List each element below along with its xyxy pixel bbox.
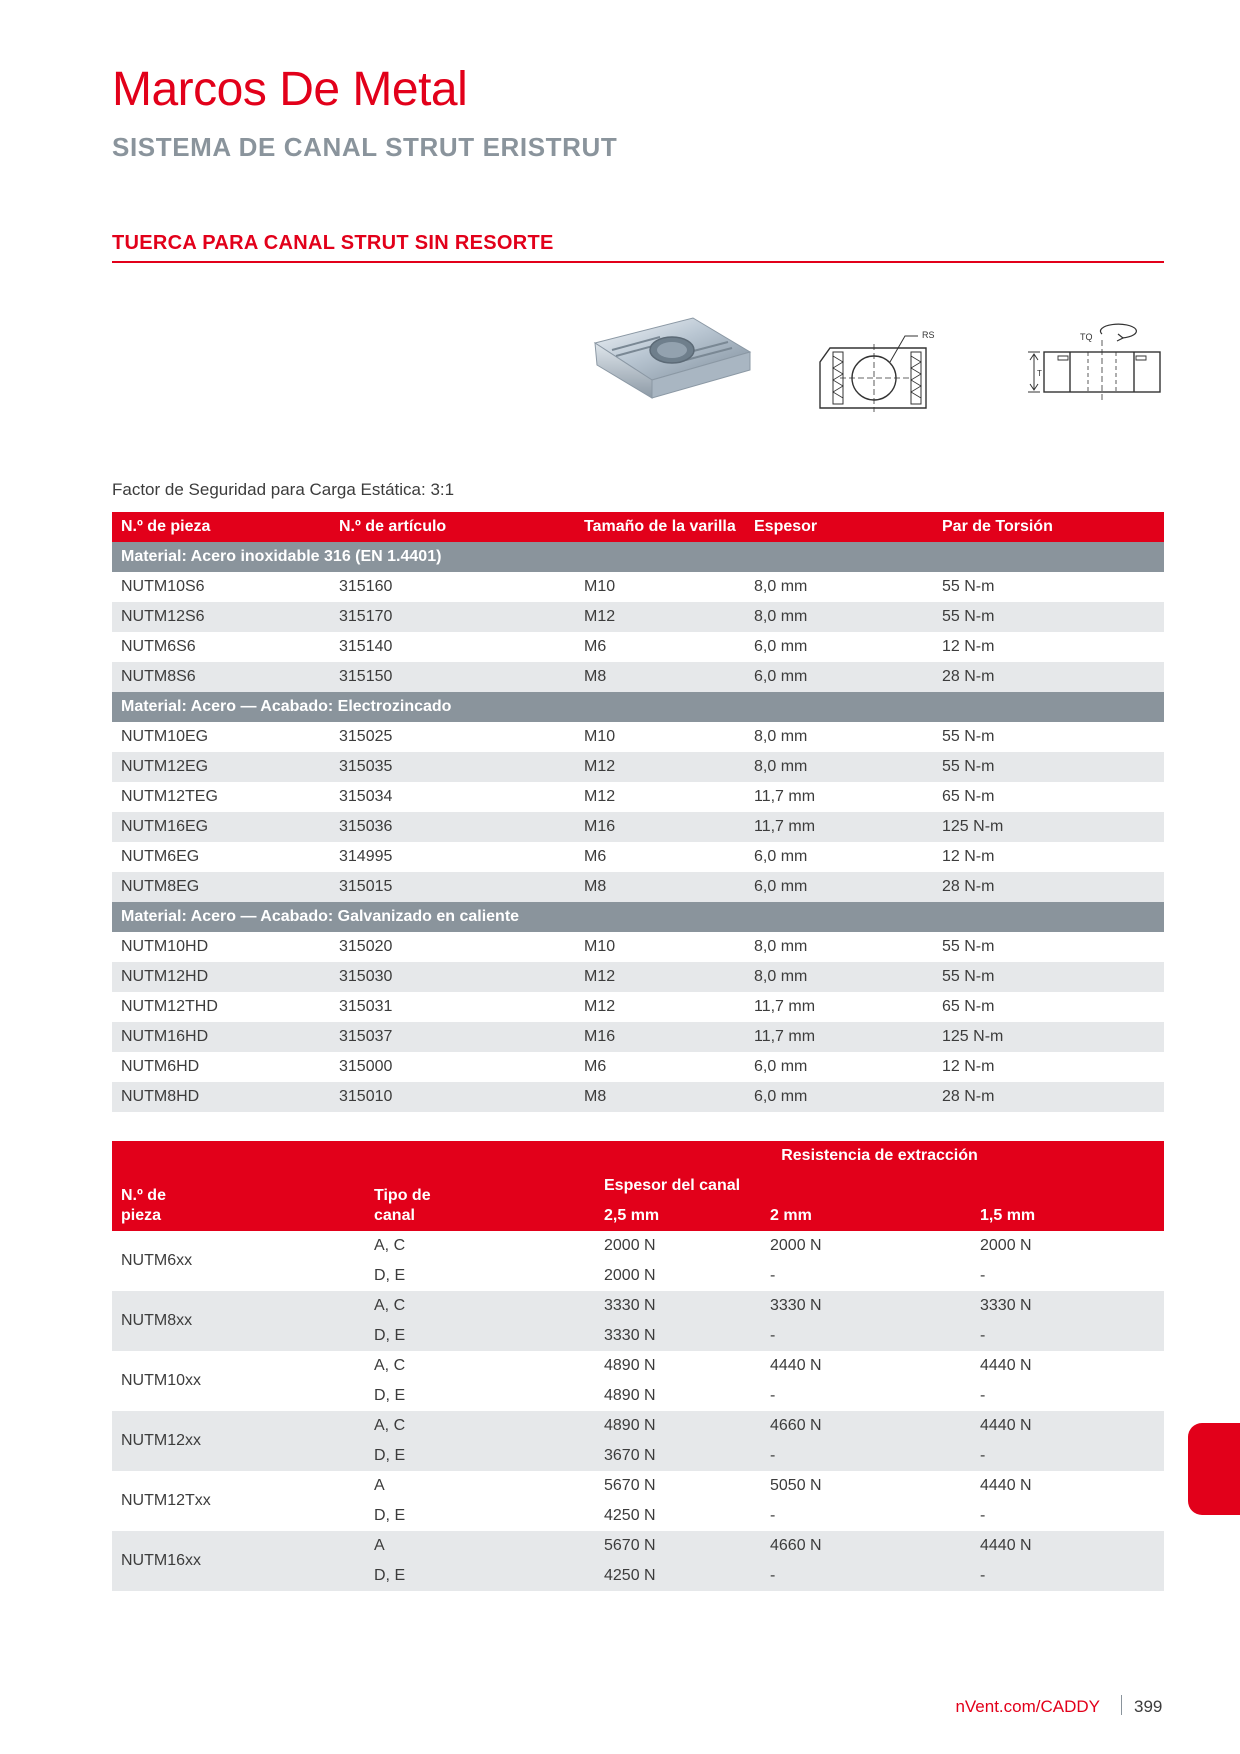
table-cell: 8,0 mm bbox=[754, 578, 808, 595]
table-cell: 3330 N bbox=[971, 1291, 1164, 1321]
table-cell: 315035 bbox=[330, 752, 575, 782]
table-row bbox=[112, 752, 1164, 782]
table-cell: A, C bbox=[365, 1291, 595, 1321]
table-cell: - bbox=[980, 1507, 986, 1524]
side-tab-marker bbox=[1188, 1423, 1240, 1515]
col-rod-size: Tamaño de la varilla bbox=[575, 512, 745, 542]
table-cell: - bbox=[770, 1267, 776, 1284]
table-cell: 12 N-m bbox=[942, 638, 995, 655]
table-row bbox=[112, 602, 1164, 632]
table-cell: NUTM10S6 bbox=[121, 578, 205, 595]
col-torque: Par de Torsión bbox=[933, 512, 1164, 542]
part-number-cell: NUTM12Txx bbox=[121, 1492, 211, 1509]
table-cell: NUTM12TEG bbox=[121, 788, 218, 805]
table-cell: NUTM6EG bbox=[121, 848, 200, 865]
table-cell: 315037 bbox=[330, 1022, 575, 1052]
pull-strength-table bbox=[112, 1141, 1164, 1591]
pull-item-group bbox=[112, 1531, 1164, 1591]
table-cell: D, E bbox=[365, 1561, 595, 1591]
table-cell: M8 bbox=[575, 662, 745, 692]
table-cell: 28 N-m bbox=[933, 872, 1164, 902]
table-cell: 5670 N bbox=[595, 1531, 761, 1561]
page-number: 399 bbox=[1134, 1697, 1163, 1716]
table-cell: 4440 N bbox=[770, 1357, 822, 1374]
table-cell: NUTM10EG bbox=[121, 728, 209, 745]
table-row bbox=[112, 962, 1164, 992]
table-cell: 2000 N bbox=[604, 1267, 656, 1284]
table-cell: 315020 bbox=[339, 938, 393, 955]
table-cell: 315140 bbox=[339, 638, 393, 655]
table-cell: D, E bbox=[374, 1267, 406, 1284]
table-cell: 4440 N bbox=[971, 1531, 1164, 1561]
table-cell: 4660 N bbox=[761, 1531, 971, 1561]
safety-factor-note: Factor de Seguridad para Carga Estática: 3:1 bbox=[112, 480, 455, 499]
pull-item-group bbox=[112, 1291, 1164, 1351]
table-cell: M16 bbox=[575, 1022, 745, 1052]
table-cell: 3670 N bbox=[595, 1441, 761, 1471]
footer-divider bbox=[1121, 1695, 1122, 1715]
table-cell: 314995 bbox=[339, 848, 393, 865]
page-subtitle: SISTEMA DE CANAL STRUT ERISTRUT bbox=[112, 132, 618, 162]
table-cell: - bbox=[971, 1561, 1164, 1591]
table-cell: A, C bbox=[374, 1237, 406, 1254]
table-cell: 11,7 mm bbox=[745, 1022, 933, 1052]
table-cell: 3330 N bbox=[761, 1291, 971, 1321]
nut-side-view-drawing bbox=[1028, 324, 1160, 400]
table-cell: A bbox=[365, 1531, 595, 1561]
table-cell: M10 bbox=[584, 578, 616, 595]
table-cell: M6 bbox=[584, 638, 607, 655]
table-cell: 8,0 mm bbox=[754, 938, 808, 955]
material-group-row bbox=[112, 692, 1164, 722]
table-cell: 8,0 mm bbox=[754, 728, 808, 745]
table-cell: 2000 N bbox=[770, 1237, 822, 1254]
part-number-cell: NUTM10xx bbox=[121, 1372, 202, 1389]
table-cell: 11,7 mm bbox=[754, 788, 816, 805]
table-cell: 2000 N bbox=[604, 1237, 656, 1254]
table-row bbox=[112, 812, 1164, 842]
table-cell: 3330 N bbox=[595, 1291, 761, 1321]
table-row bbox=[112, 782, 1164, 812]
col-thickness: Espesor bbox=[745, 512, 933, 542]
table-cell: 125 N-m bbox=[933, 812, 1164, 842]
table-cell: A bbox=[374, 1477, 385, 1494]
table-cell: 5670 N bbox=[604, 1477, 656, 1494]
table-cell: NUTM12HD bbox=[112, 962, 330, 992]
table-cell: 4890 N bbox=[604, 1357, 656, 1374]
table-cell: M16 bbox=[575, 812, 745, 842]
table-cell: 4890 N bbox=[595, 1411, 761, 1441]
table-row bbox=[112, 722, 1164, 752]
table-cell: 315010 bbox=[330, 1082, 575, 1112]
table-cell: 2000 N bbox=[980, 1237, 1032, 1254]
table-cell: NUTM8EG bbox=[112, 872, 330, 902]
table-row bbox=[112, 1022, 1164, 1052]
col-thickness-1-5: 1,5 mm bbox=[971, 1201, 1164, 1231]
table-row bbox=[112, 572, 1164, 602]
table-row bbox=[112, 1351, 1164, 1381]
table-cell: 6,0 mm bbox=[745, 872, 933, 902]
table-cell: M12 bbox=[575, 752, 745, 782]
pull-item-group bbox=[112, 1231, 1164, 1291]
footer-link[interactable]: nVent.com/CADDY bbox=[955, 1697, 1100, 1716]
spec-header-row bbox=[112, 512, 1164, 542]
pull-strength-header: Resistencia de extracción bbox=[595, 1141, 1164, 1171]
part-number-cell: NUTM8xx bbox=[112, 1291, 365, 1351]
table-cell: 8,0 mm bbox=[745, 752, 933, 782]
section-title: TUERCA PARA CANAL STRUT SIN RESORTE bbox=[112, 232, 1164, 263]
table-row bbox=[112, 1052, 1164, 1082]
table-cell: - bbox=[761, 1321, 971, 1351]
table-cell: 28 N-m bbox=[933, 662, 1164, 692]
table-cell: 11,7 mm bbox=[745, 812, 933, 842]
table-cell: D, E bbox=[374, 1387, 406, 1404]
channel-thickness-header: Espesor del canal bbox=[595, 1171, 971, 1201]
table-cell: NUTM10HD bbox=[121, 938, 209, 955]
table-cell: 4440 N bbox=[971, 1411, 1164, 1441]
table-cell: 6,0 mm bbox=[745, 1082, 933, 1112]
table-cell: 55 N-m bbox=[942, 578, 995, 595]
table-cell: NUTM6S6 bbox=[121, 638, 196, 655]
table-row bbox=[112, 1531, 1164, 1561]
part-number-cell: NUTM6xx bbox=[121, 1252, 193, 1269]
table-cell: - bbox=[980, 1267, 986, 1284]
rs-label: RS bbox=[922, 330, 935, 340]
table-cell: - bbox=[770, 1507, 776, 1524]
col-channel-type-header: Tipo de canal bbox=[365, 1171, 595, 1231]
nut-top-view-drawing bbox=[820, 336, 926, 412]
table-cell: 315025 bbox=[339, 728, 393, 745]
col-thickness-2-5: 2,5 mm bbox=[595, 1201, 761, 1231]
table-cell: 4890 N bbox=[604, 1387, 656, 1404]
spec-table bbox=[112, 512, 1164, 1112]
table-cell: 315015 bbox=[330, 872, 575, 902]
table-cell: 315036 bbox=[330, 812, 575, 842]
table-cell: 6,0 mm bbox=[754, 1058, 808, 1075]
table-cell: 4250 N bbox=[604, 1507, 656, 1524]
table-row bbox=[112, 1411, 1164, 1441]
table-cell: - bbox=[761, 1441, 971, 1471]
table-cell: D, E bbox=[374, 1507, 406, 1524]
table-row bbox=[112, 662, 1164, 692]
table-cell: 6,0 mm bbox=[754, 638, 808, 655]
nut-photo-icon bbox=[595, 318, 750, 398]
table-cell: NUTM8HD bbox=[112, 1082, 330, 1112]
table-cell: NUTM12THD bbox=[121, 998, 218, 1015]
table-cell: NUTM16EG bbox=[112, 812, 330, 842]
pull-item-group bbox=[112, 1351, 1164, 1411]
table-row bbox=[112, 842, 1164, 872]
table-cell: 8,0 mm bbox=[745, 602, 933, 632]
table-cell: NUTM8S6 bbox=[112, 662, 330, 692]
table-cell: M12 bbox=[575, 962, 745, 992]
table-cell: 28 N-m bbox=[933, 1082, 1164, 1112]
t-label: T bbox=[1037, 369, 1042, 378]
material-group-label: Material: Acero — Acabado: Galvanizado en caliente bbox=[112, 902, 1164, 932]
table-cell: 125 N-m bbox=[933, 1022, 1164, 1052]
part-number-cell: NUTM12xx bbox=[112, 1411, 365, 1471]
table-cell: NUTM6HD bbox=[121, 1058, 200, 1075]
table-cell: M8 bbox=[575, 872, 745, 902]
table-cell: 315000 bbox=[339, 1058, 393, 1075]
table-cell: 4250 N bbox=[595, 1561, 761, 1591]
table-cell: M12 bbox=[584, 998, 616, 1015]
table-cell: 315170 bbox=[330, 602, 575, 632]
col-part-header: N.º de pieza bbox=[112, 1171, 365, 1231]
table-cell: M10 bbox=[584, 938, 616, 955]
pull-item-group bbox=[112, 1411, 1164, 1471]
material-group-label: Material: Acero — Acabado: Electrozincado bbox=[112, 692, 1164, 722]
page-title: Marcos De Metal bbox=[112, 63, 468, 116]
table-row bbox=[112, 1082, 1164, 1112]
table-cell: 4660 N bbox=[761, 1411, 971, 1441]
table-cell: - bbox=[761, 1561, 971, 1591]
table-cell: A, C bbox=[374, 1357, 406, 1374]
table-cell: 65 N-m bbox=[942, 998, 995, 1015]
table-cell: 3330 N bbox=[595, 1321, 761, 1351]
table-cell: 4440 N bbox=[980, 1477, 1032, 1494]
table-cell: 6,0 mm bbox=[745, 662, 933, 692]
table-cell: - bbox=[971, 1321, 1164, 1351]
table-row bbox=[112, 632, 1164, 662]
table-cell: 8,0 mm bbox=[745, 962, 933, 992]
col-part-number: N.º de pieza bbox=[112, 512, 330, 542]
table-cell: 12 N-m bbox=[942, 1058, 995, 1075]
table-cell: M12 bbox=[584, 788, 616, 805]
table-cell: 55 N-m bbox=[933, 602, 1164, 632]
table-cell: NUTM12S6 bbox=[112, 602, 330, 632]
material-group-label: Material: Acero inoxidable 316 (EN 1.4401) bbox=[112, 542, 1164, 572]
table-cell: - bbox=[770, 1387, 776, 1404]
table-cell: 315034 bbox=[339, 788, 393, 805]
table-cell: 6,0 mm bbox=[754, 848, 808, 865]
table-cell: 5050 N bbox=[770, 1477, 822, 1494]
table-cell: NUTM16HD bbox=[112, 1022, 330, 1052]
material-group-row bbox=[112, 902, 1164, 932]
table-cell: 55 N-m bbox=[942, 938, 995, 955]
table-cell: 315031 bbox=[339, 998, 393, 1015]
table-cell: 315150 bbox=[330, 662, 575, 692]
pull-item-group bbox=[112, 1471, 1164, 1531]
table-row bbox=[112, 1471, 1164, 1501]
table-cell: D, E bbox=[365, 1321, 595, 1351]
table-cell: - bbox=[980, 1387, 986, 1404]
table-row bbox=[112, 872, 1164, 902]
table-row bbox=[112, 932, 1164, 962]
table-cell: 55 N-m bbox=[942, 728, 995, 745]
col-article-number: N.º de artículo bbox=[330, 512, 575, 542]
table-cell: - bbox=[971, 1441, 1164, 1471]
table-row bbox=[112, 1291, 1164, 1321]
col-thickness-2: 2 mm bbox=[761, 1201, 971, 1231]
part-number-cell: NUTM16xx bbox=[112, 1531, 365, 1591]
table-cell: 11,7 mm bbox=[754, 998, 816, 1015]
table-cell: 55 N-m bbox=[933, 752, 1164, 782]
table-cell: D, E bbox=[365, 1441, 595, 1471]
table-cell: 315160 bbox=[339, 578, 393, 595]
table-cell: M6 bbox=[584, 1058, 607, 1075]
tq-label: TQ bbox=[1080, 332, 1093, 342]
table-cell: A, C bbox=[365, 1411, 595, 1441]
table-cell: 65 N-m bbox=[942, 788, 995, 805]
table-row bbox=[112, 992, 1164, 1022]
table-cell: 4440 N bbox=[980, 1357, 1032, 1374]
table-cell: M12 bbox=[575, 602, 745, 632]
table-cell: M10 bbox=[584, 728, 616, 745]
table-cell: 315030 bbox=[330, 962, 575, 992]
table-cell: M6 bbox=[584, 848, 607, 865]
table-row bbox=[112, 1231, 1164, 1261]
table-cell: 12 N-m bbox=[942, 848, 995, 865]
table-cell: 55 N-m bbox=[933, 962, 1164, 992]
table-cell: M8 bbox=[575, 1082, 745, 1112]
material-group-row bbox=[112, 542, 1164, 572]
table-cell: NUTM12EG bbox=[112, 752, 330, 782]
